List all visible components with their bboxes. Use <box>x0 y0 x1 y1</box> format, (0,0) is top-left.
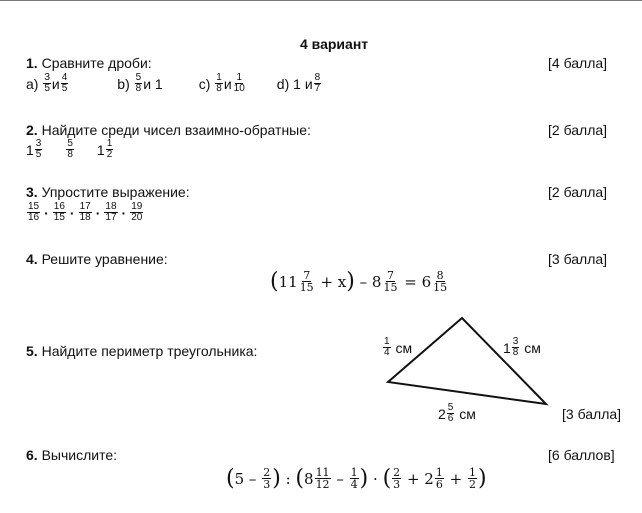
fraction: $\frac{5}{8}$ <box>67 138 73 160</box>
task-6-text: Вычислите: <box>41 447 118 463</box>
triangle-shape <box>388 318 546 404</box>
fraction: $\frac{8}{7}$ <box>314 72 321 94</box>
side-bottom-label: 2 $\frac{5}{6}$ см <box>438 402 476 424</box>
task-1a-label: a) <box>26 75 39 92</box>
fraction: $\frac{1}{4}$ <box>384 336 390 358</box>
task-2-points: [2 балла] <box>548 122 608 138</box>
task-3-points: [2 балла] <box>548 184 608 200</box>
task-2-number: 2. <box>26 122 38 138</box>
task-6-heading <box>26 447 117 463</box>
fraction: $\frac{1}{6}$ <box>435 466 443 491</box>
task-3-number: 3. <box>26 184 38 200</box>
fraction: $\frac{1}{2}$ <box>106 138 113 160</box>
task-3-expression: $\frac{15}{16}$ · $\frac{16}{15}$ · $\frac{17}{18}$ · $\frac{18}{17}$ · $\frac{19}{20}$ <box>28 201 143 223</box>
task-6-expression: ( 5 – $\frac{2}{3}$ ) : ( 8 $\frac{11}{12}$ – $\frac{1}{4}$ ) · ( $\frac{2}{3}$ + 2 $\frac{1}{6}$ + $\frac{1}{2}$ ) <box>226 465 487 491</box>
task-6-number: 6. <box>26 447 38 463</box>
fraction: $\frac{3}{8}$ <box>512 336 519 358</box>
task-4-equation: ( 11 $\frac{7}{15}$ + x ) – 8 $\frac{7}{15}$ = 6 $\frac{8}{15}$ <box>270 268 448 294</box>
task-5-number: 5. <box>26 343 38 359</box>
fraction: $\frac{3}{5}$ <box>44 72 50 94</box>
variant-title: 4 вариант <box>300 36 369 52</box>
task-1-number: 1. <box>26 55 38 71</box>
side-left-label: $\frac{1}{4}$ см <box>384 336 413 358</box>
fraction: $\frac{2}{3}$ <box>263 466 271 491</box>
fraction: $\frac{7}{15}$ <box>383 269 398 294</box>
fraction: $\frac{1}{8}$ <box>216 72 222 94</box>
task-1c-label: c) <box>198 75 211 92</box>
fraction: $\frac{4}{5}$ <box>61 72 68 94</box>
fraction: $\frac{5}{6}$ <box>447 402 454 424</box>
fraction: $\frac{17}{18}$ <box>79 201 91 223</box>
fraction: $\frac{15}{16}$ <box>28 201 40 223</box>
task-2-numbers: 1 $\frac{3}{5}$ $\frac{5}{8}$ 1 $\frac{1}{2}$ <box>26 138 113 160</box>
task-1b-label: b) <box>117 75 130 92</box>
task-6-points: [6 баллов] <box>548 447 615 463</box>
task-1-points: [4 балла] <box>548 55 608 71</box>
fraction: $\frac{1}{4}$ <box>350 466 358 491</box>
task-4-points: [3 балла] <box>548 251 608 267</box>
fraction: $\frac{5}{8}$ <box>135 72 142 94</box>
fraction: $\frac{3}{5}$ <box>35 138 42 160</box>
task-5-points: [3 балла] <box>562 406 622 422</box>
task-1-text: Сравните дроби: <box>41 55 152 71</box>
fraction: $\frac{2}{3}$ <box>393 466 401 491</box>
task-1-items: a) $\frac{3}{5}$ и $\frac{4}{5}$ b) $\frac{5}{8}$ и 1 c) $\frac{1}{8}$ и $\frac{1}{10}$ d) 1 и $\frac{8}{7}$ <box>26 72 321 94</box>
fraction: $\frac{16}{15}$ <box>53 201 65 223</box>
task-4-number: 4. <box>26 251 38 267</box>
fraction: $\frac{1}{10}$ <box>233 72 245 94</box>
task-1d-label: d) <box>276 75 290 92</box>
fraction: $\frac{1}{2}$ <box>468 466 476 491</box>
side-right-label: 1 $\frac{3}{8}$ см <box>503 336 541 358</box>
fraction: $\frac{8}{15}$ <box>433 269 448 294</box>
fraction: $\frac{7}{15}$ <box>299 269 314 294</box>
fraction: $\frac{19}{20}$ <box>131 201 143 223</box>
task-2-text: Найдите среди чисел взаимно-обратные: <box>41 122 311 138</box>
fraction: $\frac{18}{17}$ <box>105 201 117 223</box>
task-4-text: Решите уравнение: <box>41 251 168 267</box>
task-5-text: Найдите периметр треугольника: <box>41 343 258 359</box>
fraction: $\frac{11}{12}$ <box>315 466 330 491</box>
task-3-text: Упростите выражение: <box>41 184 190 200</box>
